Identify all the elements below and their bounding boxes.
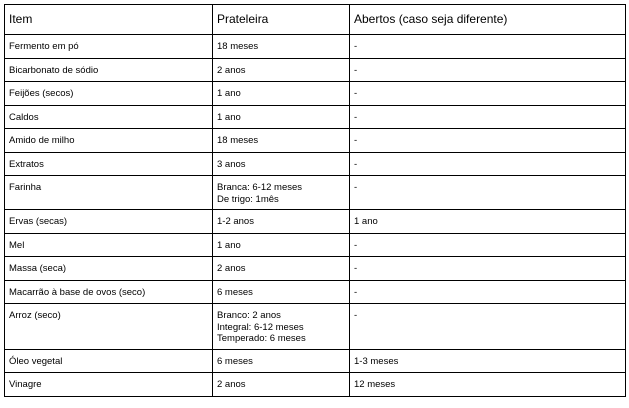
cell-opened: - bbox=[350, 233, 626, 257]
cell-shelf bbox=[213, 210, 350, 234]
cell-shelf-line: 1-2 anos bbox=[217, 216, 254, 227]
cell-shelf-line: 1 ano bbox=[217, 111, 241, 123]
table-row bbox=[5, 58, 626, 82]
cell-shelf-line: Integral: 6-12 meses bbox=[217, 321, 304, 333]
table-row bbox=[5, 373, 626, 397]
table-row bbox=[5, 233, 626, 257]
table-row bbox=[5, 280, 626, 304]
cell-opened: - bbox=[350, 280, 626, 304]
table-header-row bbox=[5, 5, 626, 35]
cell-item: Óleo vegetal bbox=[5, 349, 213, 373]
cell-shelf bbox=[213, 233, 350, 257]
cell-shelf-line: 6 meses bbox=[217, 286, 253, 298]
cell-shelf bbox=[213, 105, 350, 129]
cell-opened: - bbox=[350, 304, 626, 350]
cell-opened: 1 ano bbox=[350, 210, 626, 234]
table-row bbox=[5, 257, 626, 281]
cell-shelf-line: Branca: 6-12 meses bbox=[217, 182, 303, 193]
cell-shelf-line: 2 anos bbox=[217, 64, 246, 76]
cell-item: Caldos bbox=[5, 105, 213, 129]
cell-shelf bbox=[213, 58, 350, 82]
cell-shelf-line: 3 anos bbox=[217, 158, 246, 170]
table-row bbox=[5, 210, 626, 234]
table-body bbox=[5, 35, 626, 397]
cell-shelf-line: 6 meses bbox=[217, 355, 253, 367]
cell-opened: 1-3 meses bbox=[350, 349, 626, 373]
table-row bbox=[5, 176, 626, 210]
cell-opened: - bbox=[350, 82, 626, 106]
table-row bbox=[5, 35, 626, 59]
cell-shelf bbox=[213, 304, 350, 350]
cell-opened: - bbox=[350, 152, 626, 176]
header-shelf: Prateleira bbox=[213, 5, 350, 35]
header-item: Item bbox=[5, 5, 213, 35]
cell-shelf bbox=[213, 176, 350, 210]
cell-item: Fermento em pó bbox=[5, 35, 213, 59]
cell-shelf-line: 1 ano bbox=[217, 88, 241, 99]
cell-opened: - bbox=[350, 129, 626, 153]
cell-item: Mel bbox=[5, 233, 213, 257]
cell-item: Arroz (seco) bbox=[5, 304, 213, 350]
cell-shelf bbox=[213, 35, 350, 59]
cell-shelf bbox=[213, 257, 350, 281]
cell-shelf-line: De trigo: 1mês bbox=[217, 193, 279, 205]
cell-item: Vinagre bbox=[5, 373, 213, 397]
table-row bbox=[5, 82, 626, 106]
cell-shelf bbox=[213, 280, 350, 304]
cell-opened: - bbox=[350, 176, 626, 210]
cell-opened: - bbox=[350, 105, 626, 129]
table-row bbox=[5, 349, 626, 373]
cell-shelf bbox=[213, 82, 350, 106]
cell-item: Extratos bbox=[5, 152, 213, 176]
table-row bbox=[5, 105, 626, 129]
table-row bbox=[5, 152, 626, 176]
cell-item: Macarrão à base de ovos (seco) bbox=[5, 280, 213, 304]
cell-opened: - bbox=[350, 35, 626, 59]
cell-shelf bbox=[213, 373, 350, 397]
cell-opened: 12 meses bbox=[350, 373, 626, 397]
cell-opened: - bbox=[350, 58, 626, 82]
cell-item: Ervas (secas) bbox=[5, 210, 213, 234]
cell-shelf-line: Temperado: 6 meses bbox=[217, 333, 306, 344]
cell-item: Amido de milho bbox=[5, 129, 213, 153]
cell-shelf-line: 2 anos bbox=[217, 379, 246, 390]
cell-shelf bbox=[213, 349, 350, 373]
cell-item: Bicarbonato de sódio bbox=[5, 58, 213, 82]
cell-shelf-line: 2 anos bbox=[217, 263, 246, 274]
cell-shelf-line: Branco: 2 anos bbox=[217, 310, 281, 321]
cell-shelf-line: 1 ano bbox=[217, 239, 241, 251]
header-opened: Abertos (caso seja diferente) bbox=[350, 5, 626, 35]
cell-opened: - bbox=[350, 257, 626, 281]
cell-shelf bbox=[213, 152, 350, 176]
cell-shelf bbox=[213, 129, 350, 153]
cell-shelf-line: 18 meses bbox=[217, 41, 259, 52]
cell-item: Massa (seca) bbox=[5, 257, 213, 281]
cell-item: Farinha bbox=[5, 176, 213, 210]
table-row bbox=[5, 129, 626, 153]
cell-item: Feijões (secos) bbox=[5, 82, 213, 106]
cell-shelf-line: 18 meses bbox=[217, 135, 259, 146]
table-row bbox=[5, 304, 626, 350]
shelf-life-table bbox=[4, 4, 626, 397]
